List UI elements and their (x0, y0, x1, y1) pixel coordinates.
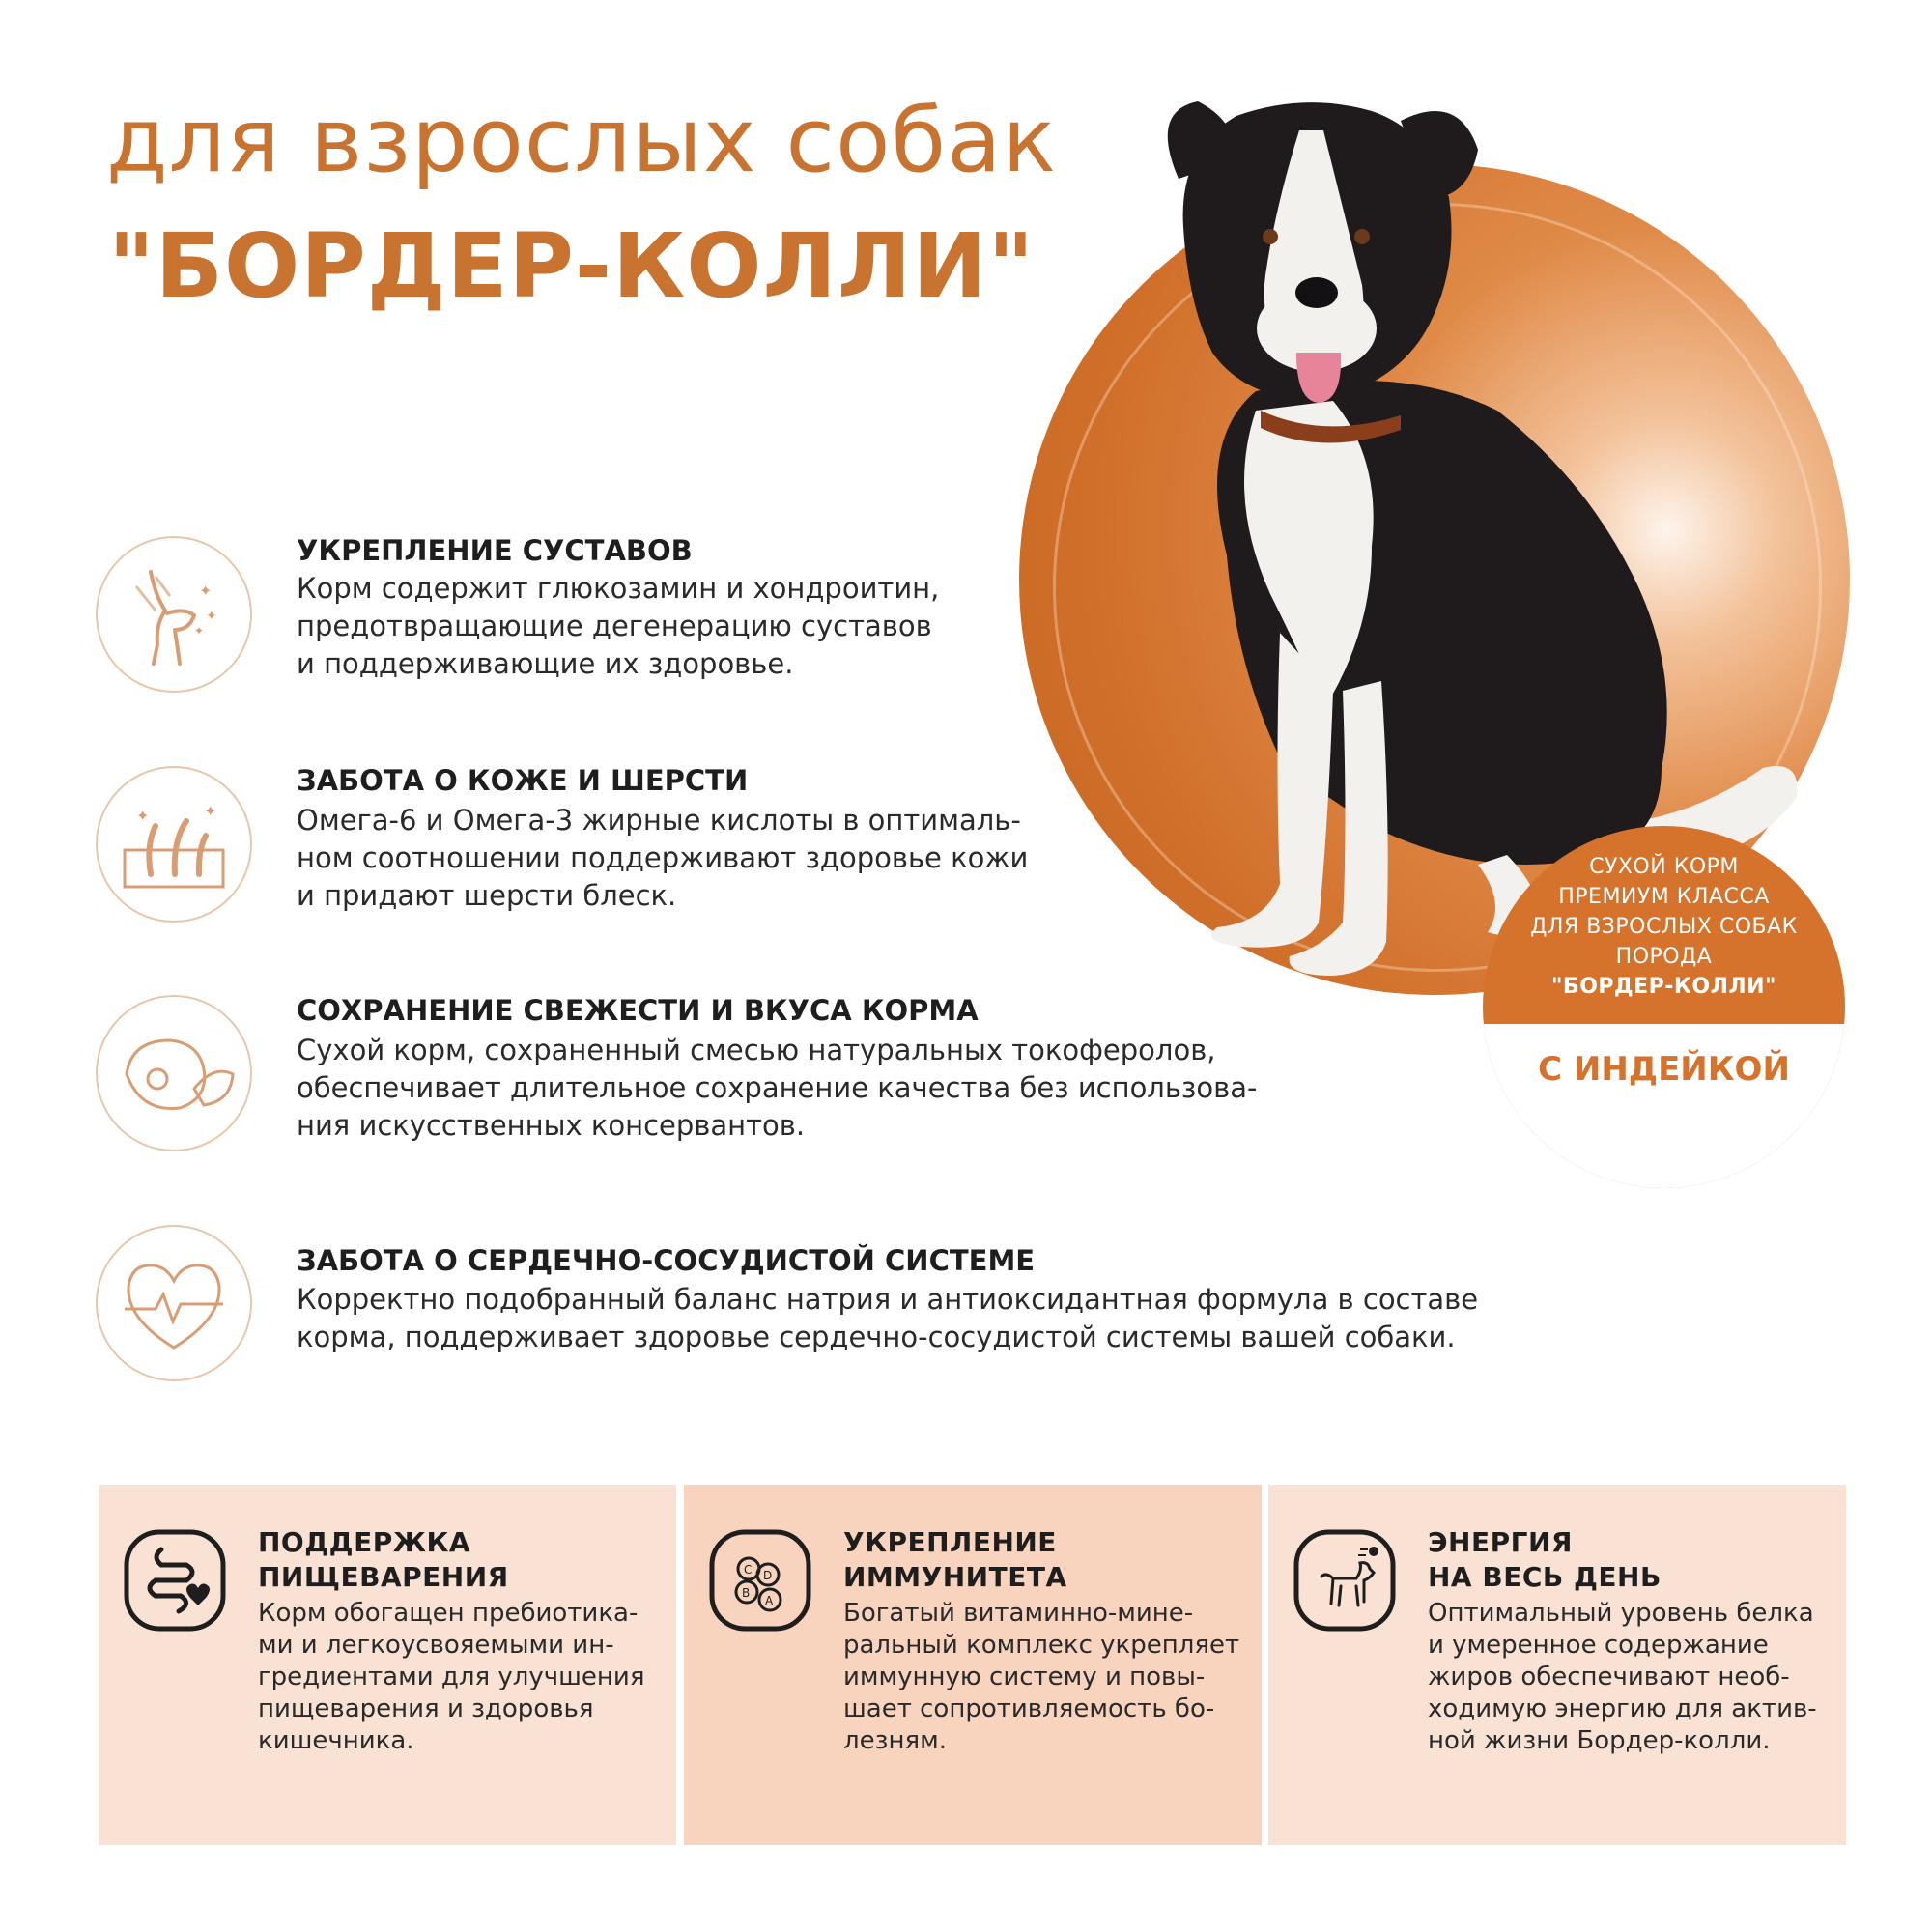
box-text-digestion: Корм обогащен пребиотика- ми и легкоусвояемыми ин- гредиентами для улучшения пищеварения и здоровья кишечника. (258, 1599, 645, 1755)
svg-text:B: B (742, 1586, 751, 1600)
feature-text-freshness: Сухой корм, сохраненный смесью натуральных токоферолов, обеспечивает длительное сохранение качества без использова- ния искусственных консервантов. (297, 1034, 1258, 1142)
badge-line-4: ПОРОДА (1615, 945, 1713, 969)
svg-text:✦: ✦ (206, 609, 217, 624)
badge-flavor: С ИНДЕЙКОЙ (1538, 1050, 1790, 1089)
svg-text:C: C (744, 1563, 753, 1577)
benefit-box-immunity (684, 1485, 1262, 1845)
svg-text:✦: ✦ (199, 582, 213, 600)
running-dog-icon (1293, 1528, 1397, 1633)
benefit-box-energy (1268, 1485, 1846, 1845)
svg-text:✦: ✦ (136, 807, 150, 825)
svg-text:✦: ✦ (204, 802, 217, 820)
badge-flavor-area (1483, 1024, 1845, 1188)
joint-icon (96, 536, 252, 693)
feature-title-heart: ЗАБОТА О СЕРДЕЧНО-СОСУДИСТОЙ СИСТЕМЕ (297, 1244, 1036, 1277)
vitamins-icon (708, 1528, 812, 1633)
heart-shield-icon (96, 1225, 252, 1381)
feature-title-freshness: СОХРАНЕНИЕ СВЕЖЕСТИ И ВКУСА КОРМА (297, 994, 979, 1027)
meat-leaf-icon (96, 995, 252, 1151)
skin-hair-icon (96, 766, 252, 923)
svg-text:✦: ✦ (194, 624, 205, 638)
badge-breed: "БОРДЕР-КОЛЛИ" (1550, 975, 1777, 999)
product-badge (1483, 826, 1845, 1188)
feature-text-joints: Корм содержит глюкозамин и хондроитин, предотвращающие дегенерацию суставов и поддерживающие их здоровье. (297, 572, 940, 680)
box-title-digestion: ПОДДЕРЖКА ПИЩЕВАРЕНИЯ (258, 1526, 509, 1593)
headline-subtitle: для взрослых собак (106, 89, 1058, 192)
box-title-energy: ЭНЕРГИЯ НА ВЕСЬ ДЕНЬ (1428, 1526, 1662, 1593)
feature-title-joints: УКРЕПЛЕНИЕ СУСТАВОВ (297, 534, 693, 567)
feature-text-heart: Корректно подобранный баланс натрия и антиоксидантная формула в составе корма, поддерживает здоровье сердечно-сосудистой системы вашей собаки. (297, 1283, 1479, 1353)
box-text-energy: Оптимальный уровень белка и умеренное содержание жиров обеспечивают необ- ходимую энергию для актив- ной жизни Бордер-колли. (1428, 1599, 1817, 1755)
benefit-box-digestion (99, 1485, 676, 1845)
svg-text:A: A (765, 1594, 774, 1607)
feature-title-skin: ЗАБОТА О КОЖЕ И ШЕРСТИ (297, 764, 749, 797)
svg-text:D: D (763, 1569, 773, 1582)
box-text-immunity: Богатый витаминно-мине- ральный комплекс укрепляет иммунную систему и повы- шает сопротивляемость бо- лезням. (843, 1599, 1240, 1755)
badge-line-1: СУХОЙ КОРМ (1589, 855, 1739, 879)
headline-breed: "БОРДЕР-КОЛЛИ" (108, 214, 1036, 318)
badge-line-2: ПРЕМИУМ КЛАССА (1558, 885, 1770, 909)
badge-line-3: ДЛЯ ВЗРОСЛЫХ СОБАК (1530, 915, 1798, 939)
feature-text-skin: Омега-6 и Омега-3 жирные кислоты в оптималь- ном соотношении поддерживают здоровье кожи и придают шерсти блеск. (297, 804, 1029, 912)
digestion-icon (123, 1528, 227, 1633)
box-title-immunity: УКРЕПЛЕНИЕ ИММУНИТЕТА (843, 1526, 1067, 1593)
